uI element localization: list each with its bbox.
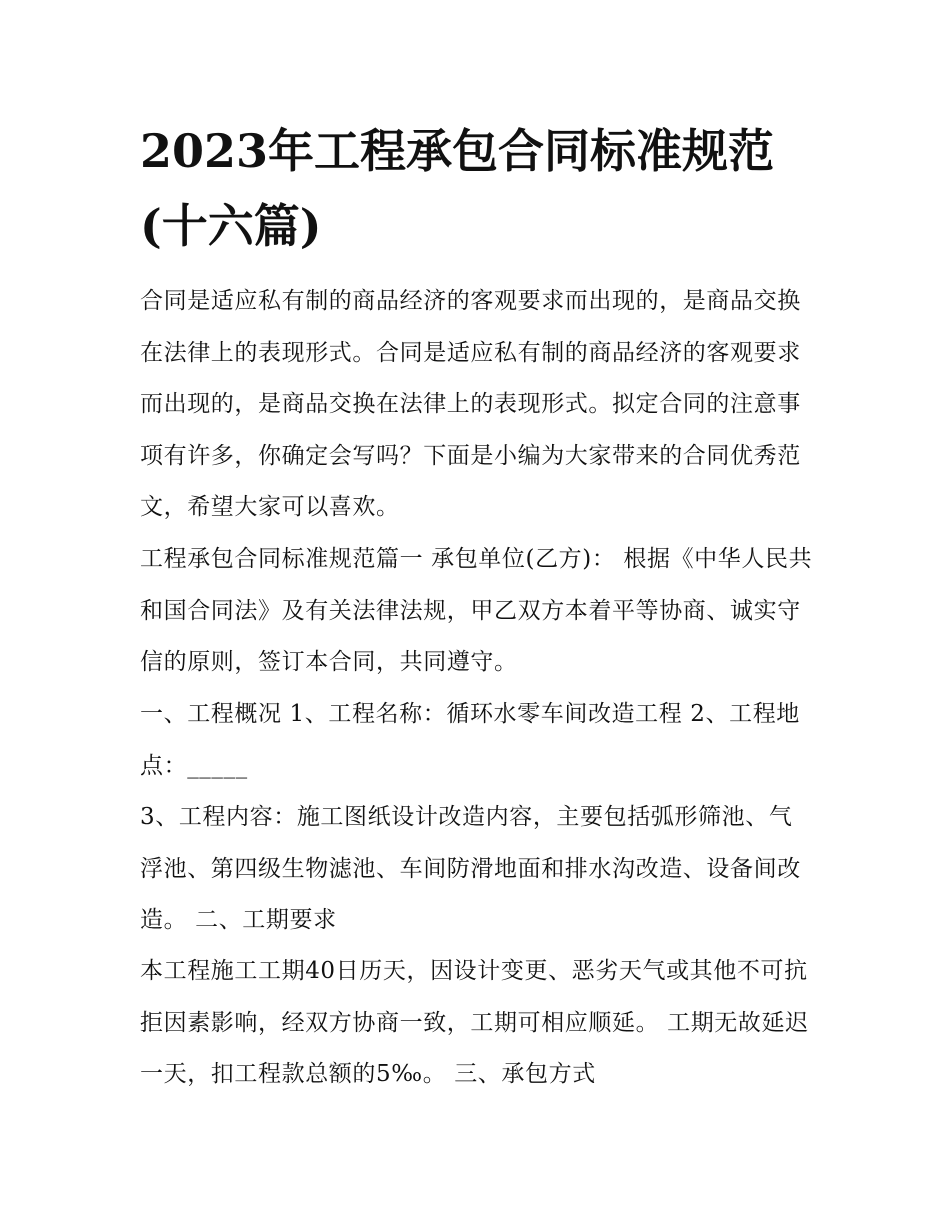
paragraph-project-overview: 一、工程概况 1、工程名称：循环水零车间改造工程 2、工程地点：_____ — [140, 701, 800, 779]
paragraph-contract-preamble: 工程承包合同标准规范篇一 承包单位(乙方)： 根据《中华人民共和国合同法》及有关法律法规，甲乙双方本着平等协商、诚实守信的原则，签订本合同，共同遵守。 — [140, 546, 813, 675]
paragraph-project-content: 3、工程内容：施工图纸设计改造内容，主要包括弧形筛池、气浮池、第四级生物滤池、车间防滑地面和排水沟改造、设备间改造。 二、工期要求 — [140, 804, 801, 933]
document-title: 2023年工程承包合同标准规范(十六篇) — [140, 124, 775, 253]
paragraph-intro: 合同是适应私有制的商品经济的客观要求而出现的，是商品交换在法律上的表现形式。合同是适应私有制的商品经济的客观要求而出现的，是商品交换在法律上的表现形式。拟定合同的注意事项有许多，你确定会写吗？下面是小编为大家带来的合同优秀范文，希望大家可以喜欢。 — [140, 288, 801, 520]
paragraph-schedule: 本工程施工工期40日历天，因设计变更、恶劣天气或其他不可抗拒因素影响，经双方协商一致，工期可相应顺延。 工期无故延迟一天，扣工程款总额的5‰。 三、承包方式 — [140, 958, 809, 1087]
